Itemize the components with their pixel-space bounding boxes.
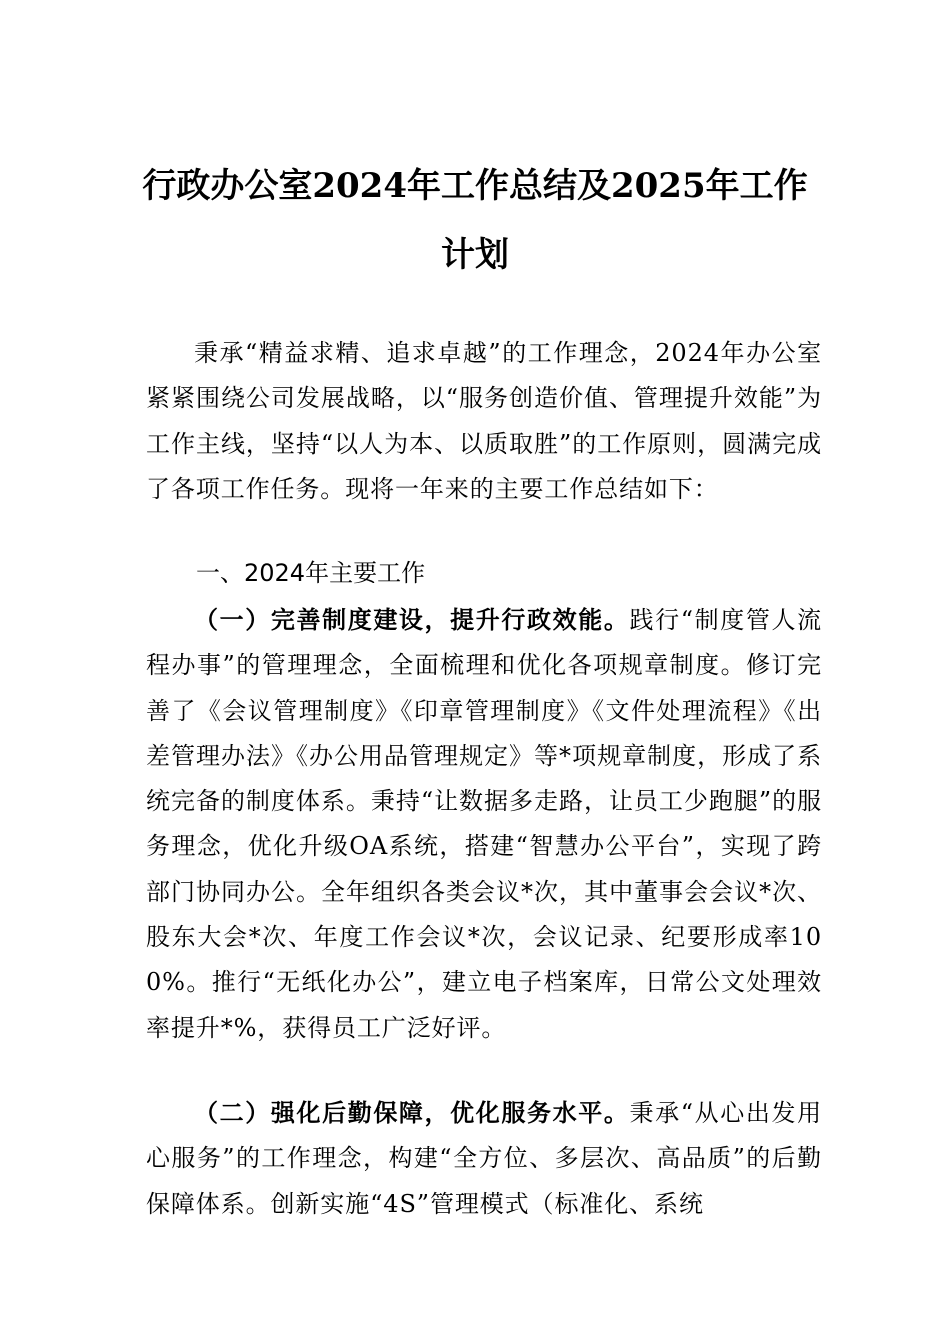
intro-paragraph: 秉承“精益求精、追求卓越”的工作理念，2024年办公室紧紧围绕公司发展战略，以“服务创造价值、管理提升效能”为工作主线，坚持“以人为本、以质取胜”的工作原则，圆满完成了各项工作任务。现将一年来的主要工作总结如下：	[146, 339, 822, 503]
item-2-paragraph	[146, 1090, 822, 1227]
item-1-heading: （一）完善制度建设，提升行政效能。	[194, 605, 630, 634]
item-2-heading: （二）强化后勤保障，优化服务水平。	[194, 1098, 630, 1127]
item-1-body: 践行“制度管人流程办事”的管理理念，全面梳理和优化各项规章制度。修订完善了《会议管理制度》《印章管理制度》《文件处理流程》《出差管理办法》《办公用品管理规定》等*项规章制度，形成了系统完备的制度体系。秉持“让数据多走路，让员工少跑腿”的服务理念，优化升级OA系统，搭建“智慧办公平台”，实现了跨部门协同办公。全年组织各类会议*次，其中董事会会议*次、股东大会*次、年度工作会议*次，会议记录、纪要形成率100%。推行“无纸化办公”，建立电子档案库，日常公文处理效率提升*%，获得员工广泛好评。	[146, 606, 822, 1042]
section-heading-main-work: 一、2024年主要工作	[196, 559, 426, 587]
item-1-paragraph	[146, 597, 822, 1051]
document-title-line-2: 计划	[441, 235, 509, 275]
document-title-line-1: 行政办公室2024年工作总结及2025年工作	[142, 166, 808, 206]
item-2-body: 秉承“从心出发用心服务”的工作理念，构建“全方位、多层次、高品质”的后勤保障体系。创新实施“4S”管理模式（标准化、系统	[146, 1099, 822, 1218]
